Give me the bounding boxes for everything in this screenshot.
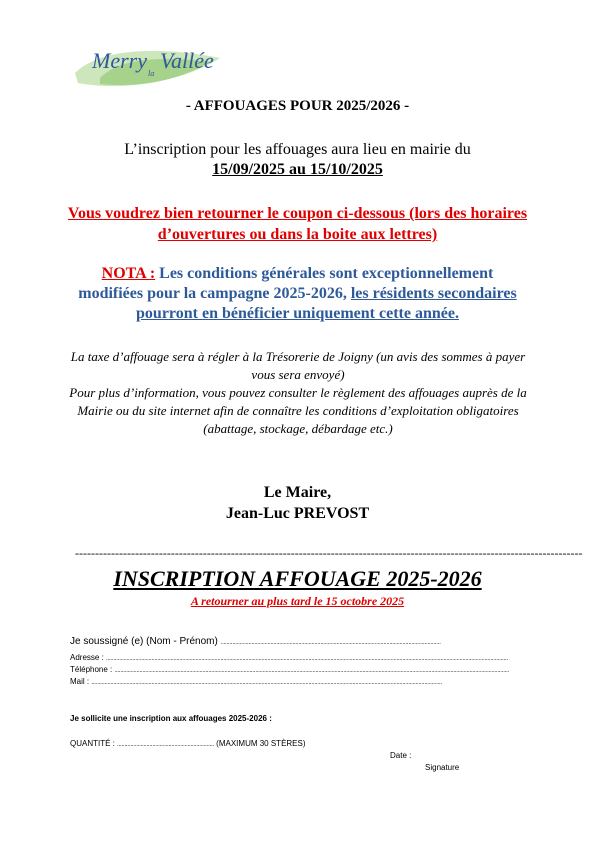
page-title: - AFFOUAGES POUR 2025/2026 - [185, 98, 410, 114]
address-label: Adresse : [70, 653, 107, 662]
quantity-field[interactable] [70, 739, 370, 748]
phone-label: Téléphone : [70, 665, 115, 674]
name-label: Je soussigné (e) (Nom - Prénom) [70, 636, 221, 647]
nota-text: Les conditions générales sont exceptionnellement modifiées pour la campagne 2025-2026, [78, 265, 494, 302]
name-dots: ...................................................................................................................................................... [220, 640, 441, 646]
quantity-label: QUANTITÉ : [70, 739, 118, 748]
mayor-signature [0, 482, 595, 524]
name-field[interactable] [70, 636, 440, 647]
mail-dots: ............................................................................................................................................................................................................................................... [91, 680, 442, 686]
address-field[interactable] [70, 653, 515, 662]
tax-info: La taxe d’affouage sera à régler à la Trésorerie de Joigny (un avis des sommes à payer vous sera envoyé) [70, 349, 526, 382]
mayor-name: Jean-Luc PREVOST [225, 505, 370, 522]
quantity-max: (MAXIMUM 30 STÈRES) [213, 739, 306, 748]
nota-underlined: les résidents secondaires pourront en bénéficier uniquement cette année. [136, 285, 517, 322]
address-dots: .................................................................................................................................................................................................................................................................................. [106, 656, 508, 662]
request-text: Je sollicite une inscription aux affouages 2025-2026 : [70, 714, 272, 723]
cut-line: ------------------------------------------------------------------------------------------------------------------------------- [75, 546, 583, 560]
nota-paragraph [70, 264, 525, 324]
registration-dates: 15/09/2025 au 15/10/2025 [212, 161, 383, 178]
logo-text-mid: la [148, 69, 155, 78]
merry-la-vallee-logo [70, 38, 230, 96]
return-coupon-note: Vous voudrez bien retourner le coupon ci-dessous (lors des horaires d’ouvertures ou dans la boite aux lettres) [67, 205, 528, 243]
phone-dots: ............................................................................................................................................................................................................................................................................. [114, 668, 510, 674]
regulation-info: Pour plus d’information, vous pouvez consulter le règlement des affouages auprès de la Mairie ou du site internet afin de connaître les conditions d’exploitation obligatoires (abattage, stockage, débardage etc.) [69, 385, 527, 436]
mail-label: Mail : [70, 677, 92, 686]
logo-text-left: Merry [92, 48, 147, 73]
phone-field[interactable] [70, 665, 515, 674]
mail-field[interactable] [70, 677, 445, 686]
nota-label: NOTA : [101, 265, 156, 282]
mayor-title: Le Maire, [263, 484, 332, 501]
inscription-title: INSCRIPTION AFFOUAGE 2025-2026 [113, 566, 482, 591]
intro-text: L’inscription pour les affouages aura lieu en mairie du [124, 141, 471, 158]
signature-label[interactable]: Signature [425, 763, 460, 772]
logo-text-right: Vallée [160, 48, 214, 73]
inscription-deadline: A retourner au plus tard le 15 octobre 2025 [190, 594, 405, 608]
quantity-dots: .................................................................. [117, 742, 214, 748]
date-label[interactable]: Date : [390, 751, 412, 760]
